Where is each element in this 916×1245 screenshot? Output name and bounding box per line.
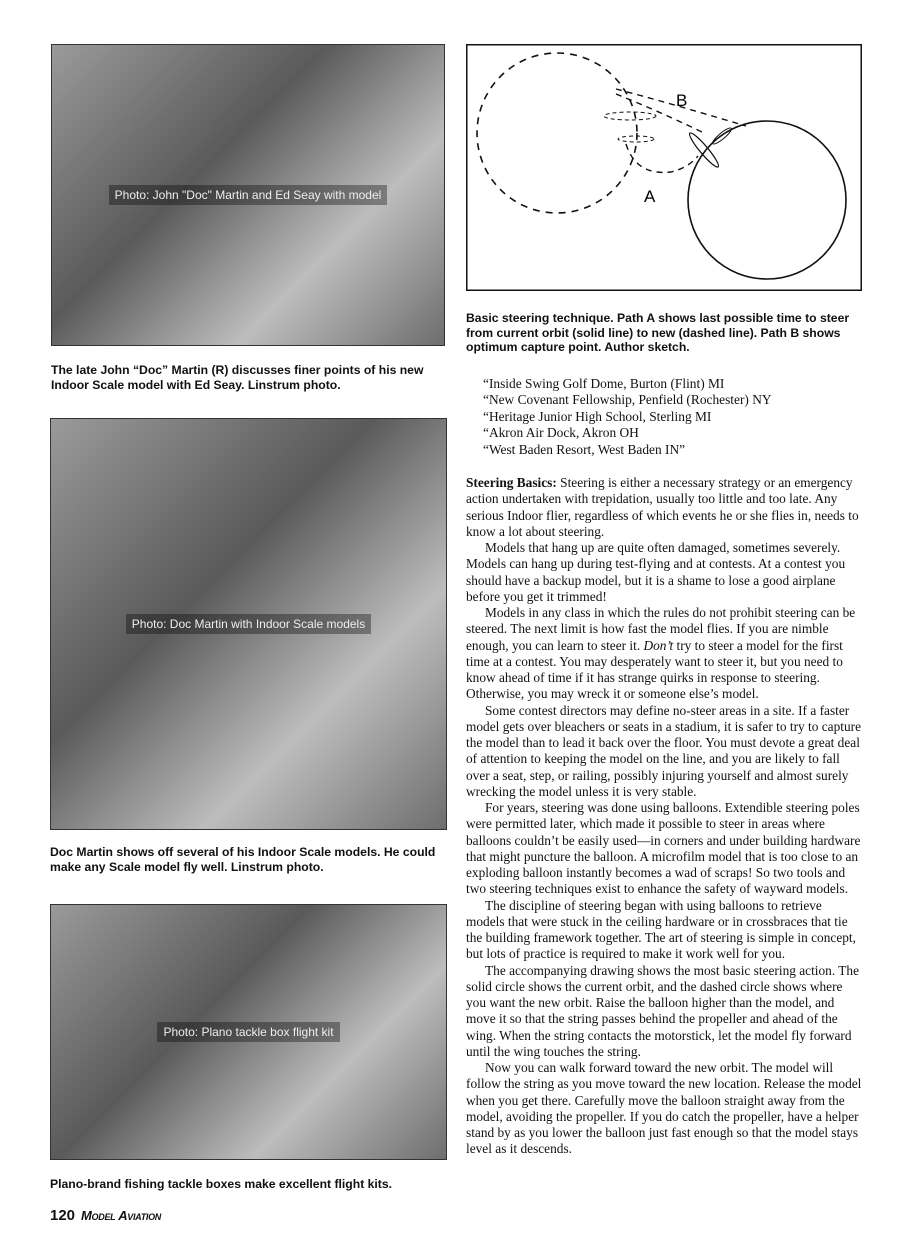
diagram-caption: Basic steering technique. Path A shows last possible time to steer from current orbit (solid line) to new (dashed line). Path B shows optimum capture point. Author sketch. (466, 311, 850, 354)
paragraph: Some contest directors may define no-steer areas in a site. If a faster model gets over bleachers or seats in a stadium, it is safer to try to capture the model than to lead it back over the floor. You must devote a great deal of attention to keeping the model on the line, and you are likely to fall over a seat, step, or railing, possibly injuring yourself and almost surely wrecking the model unless it is very stable. (466, 702, 862, 799)
path-b-inner (616, 94, 702, 132)
paragraph (466, 475, 863, 540)
label-a: A (644, 187, 656, 206)
venue-list (483, 376, 772, 458)
model-marker-current (687, 131, 721, 170)
photo-caption-2: Doc Martin shows off several of his Indoor Scale models. He could make any Scale model fly well. Linstrum photo. (50, 845, 436, 874)
venue-item: “Inside Swing Golf Dome, Burton (Flint) MI (483, 376, 725, 391)
paragraph: The accompanying drawing shows the most basic steering action. The solid circle shows the current orbit, and the dashed circle shows where you want the new orbit. Raise the balloon higher than the model, and move it so that the string passes behind the propeller and ahead of the wing. When the string contacts the motorstick, let the model fly forward until the wing touches the string. (466, 962, 860, 1059)
venue-item: “Heritage Junior High School, Sterling MI (483, 408, 712, 424)
magazine-name: Model Aviation (81, 1208, 162, 1223)
paragraph: Models that hang up are quite often damaged, sometimes severely. Models can hang up during test-flying and at contests. At a contest you should have a backup model, but it is a shame to lose a good airplane before you get it trimmed! (466, 540, 846, 604)
photo-tackle-box (50, 904, 447, 1160)
paragraph (466, 605, 863, 703)
new-orbit-dashed-circle (477, 53, 637, 213)
path-a (626, 144, 698, 172)
label-b: B (676, 91, 688, 110)
photo-alt: Photo: Doc Martin with Indoor Scale models (126, 614, 371, 634)
page-footer (50, 1207, 161, 1224)
venue-item: “New Covenant Fellowship, Penfield (Rochester) NY (483, 392, 772, 408)
section-heading: Steering Basics: (466, 475, 557, 490)
photo-alt: Photo: John "Doc" Martin and Ed Seay with model (109, 185, 388, 205)
diagram-border (467, 45, 862, 291)
photo-caption-1: The late John “Doc” Martin (R) discusses finer points of his new Indoor Scale model with Ed Seay. Linstrum photo. (51, 363, 424, 392)
paragraph-text: try to steer a model for the first time at a contest. You may desperately want to steer it, but you need to know ahead of time if it has strange quirks in response to steering. Otherwise, you may wreck it or someone else’s model. (466, 637, 843, 702)
photo-caption-3: Plano-brand fishing tackle boxes make excellent flight kits. (50, 1177, 393, 1191)
steering-diagram (466, 44, 862, 291)
paragraph-text: Models in any class in which the rules do not prohibit steering can be steered. The next limit is how fast the model flies. If you are nimble enough, you can learn to steer it. (466, 605, 856, 653)
photo-alt: Photo: Plano tackle box flight kit (157, 1022, 339, 1042)
paragraph-text: Steering is either a necessary strategy or an emergency action undertaken with trepidation, usually too little and too late. Any serious Indoor flier, regardless of which events he or she flies in, needs to know a lot about steering. (466, 475, 859, 539)
model-marker-b (604, 112, 656, 120)
photo-doc-martin-ed-seay (51, 44, 445, 346)
article-body (466, 475, 863, 1158)
photo-doc-martin-models (50, 418, 447, 830)
paragraph: For years, steering was done using balloons. Extendible steering poles were permitted later, which made it possible to steer in areas where balloons couldn’t be easily used—in corners and under building hardware that might puncture the balloon. A microfilm model that is too close to an exploding balloon instantly becomes a wad of scraps! So two tools and two steering techniques exist to enhance the safety of wayward models. (466, 800, 861, 897)
page-number: 120 (50, 1207, 76, 1224)
paragraph: The discipline of steering began with using balloons to retrieve models that were stuck in the ceiling hardware or in crossbraces that tie the building framework together. The art of steering is simple in concept, but lots of practice is required to make it work well for you. (466, 897, 856, 962)
venue-item: “Akron Air Dock, Akron OH (483, 425, 639, 441)
current-orbit-solid-circle (688, 121, 846, 279)
venue-item: “West Baden Resort, West Baden IN” (483, 441, 686, 457)
emphasis: Don’t (643, 637, 674, 653)
paragraph: Now you can walk forward toward the new orbit. The model will follow the string as you move toward the new location. Release the model when you get there. Carefully move the balloon straight away from the model, avoiding the propeller. If you do catch the propeller, have a helper stand by as you lower the balloon just fast enough so that the model stays level as it descends. (466, 1060, 862, 1157)
